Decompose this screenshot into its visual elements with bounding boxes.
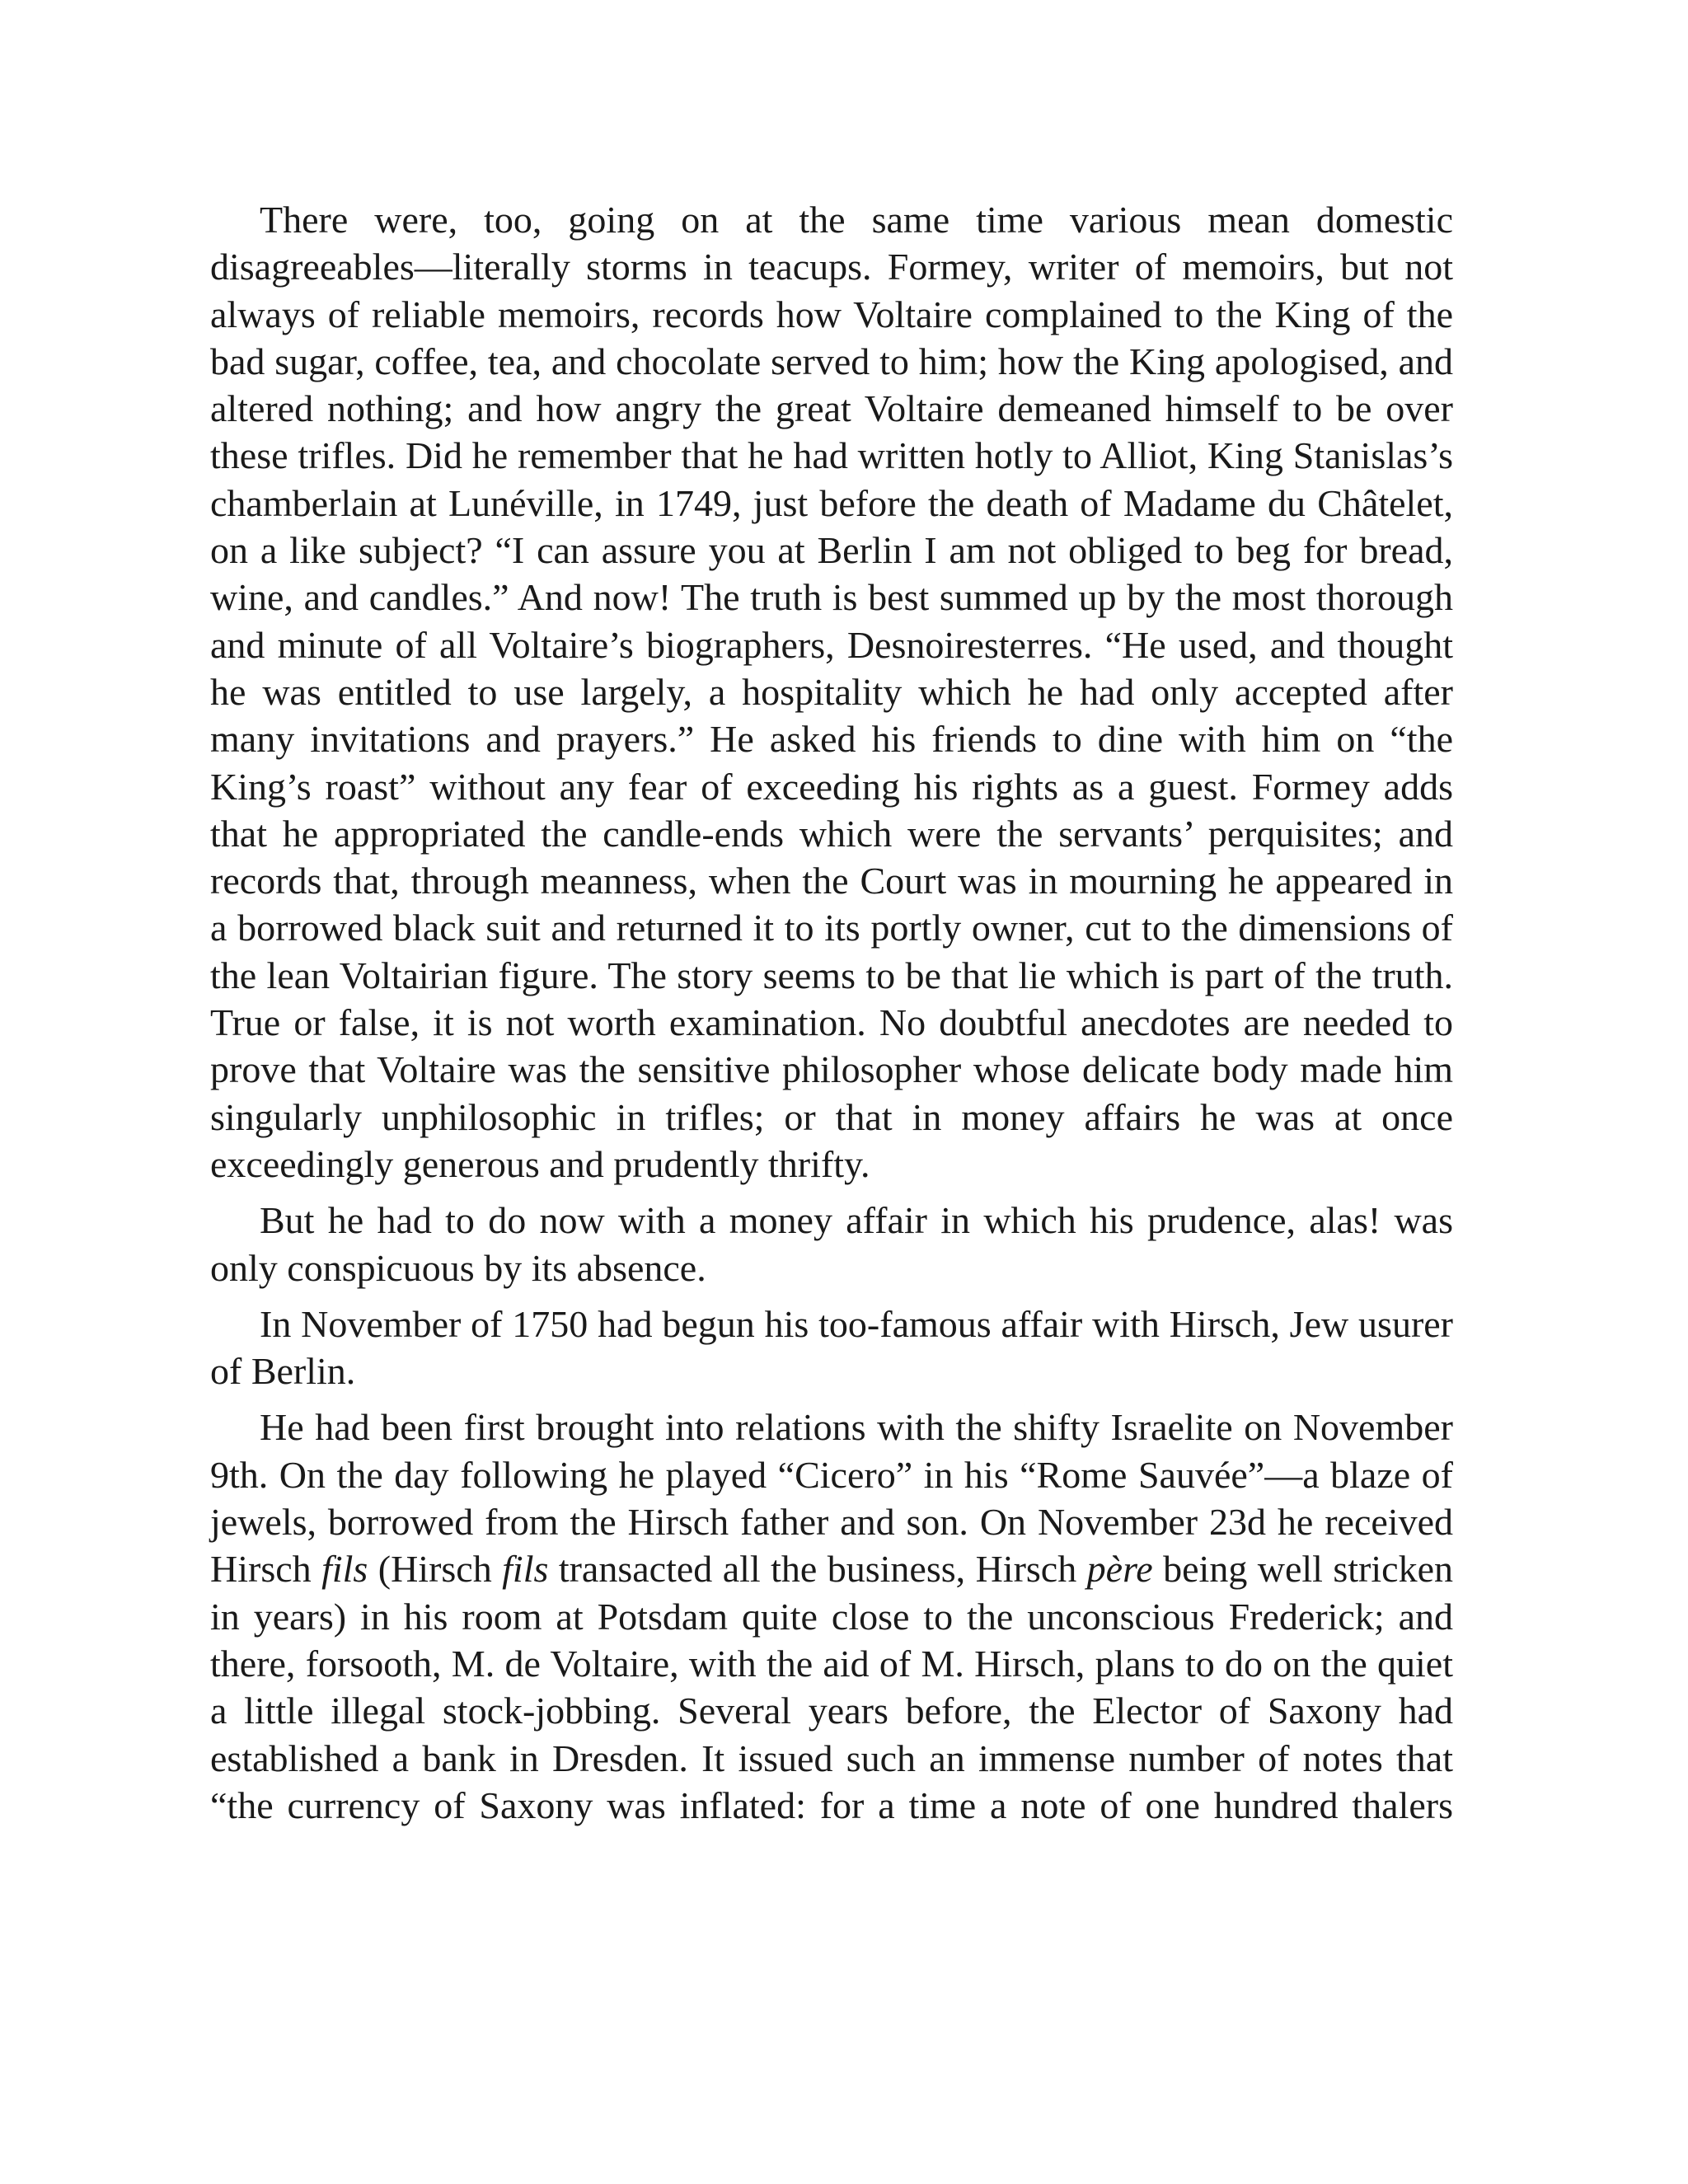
paragraph-hirsch-affair bbox=[210, 1301, 1453, 1395]
italic-term: fils bbox=[321, 1548, 368, 1591]
paragraph-saxony-bank bbox=[210, 1404, 1453, 1829]
paragraph-formey-memoirs bbox=[210, 196, 1453, 1188]
paragraph-text: (Hirsch bbox=[368, 1548, 503, 1591]
italic-term: père bbox=[1086, 1548, 1153, 1591]
paragraph-text: In November of 1750 had begun his too-famous affair with Hirsch, Jew usurer of Berlin. bbox=[210, 1302, 1453, 1393]
paragraph-text: He had been first brought into relations with the shifty Israelite on November 9th. On the day following he played “Cicero” in his “Rome Sauvée”—a blaze of jewels, borrowed from the Hirsch father and son. On November 23d he received Hirsch bbox=[210, 1406, 1453, 1591]
paragraph-text: transacted all the business, Hirsch bbox=[548, 1548, 1087, 1591]
book-page bbox=[210, 196, 1453, 1838]
italic-term: fils bbox=[502, 1548, 549, 1591]
paragraph-text: being well stricken in years) in his room at Potsdam quite close to the unconscious Frederick; and there, forsooth, M. de Voltaire, with the aid of M. Hirsch, plans to do on the quiet a little illegal stock-jobbing. Several years before, the Elector of Saxony had established a bank in Dresden. It issued such an immense number of notes that “the currency of Saxony was inflated: for a time a note of one hundred thalers bbox=[210, 1548, 1453, 1826]
paragraph-text: There were, too, going on at the same time various mean domestic disagreeables—literally storms in teacups. Formey, writer of memoirs, but not always of reliable memoirs, records how Voltaire complained to the King of the bad sugar, coffee, tea, and chocolate served to him; how the King apologised, and altered nothing; and how angry the great Voltaire demeaned himself to be over these trifles. Did he remember that he had written hotly to Alliot, King Stanislas’s chamberlain at Lunéville, in 1749, just before the death of Madame du Châtelet, on a like subject? “I can assure you at Berlin I am not obliged to beg for bread, wine, and candles.” And now! The truth is best summed up by the most thorough and minute of all Voltaire’s biographers, Desnoiresterres. “He used, and thought he was entitled to use largely, a hospitality which he had only accepted after many invitations and prayers.” He asked his friends to dine with him on “the King’s roast” without any fear of exceeding his rights as a guest. Formey adds that he appropriated the candle-ends which were the servants’ perquisites; and records that, through meanness, when the Court was in mourning he appeared in a borrowed black suit and returned it to its portly owner, cut to the dimensions of the lean Voltairian figure. The story seems to be that lie which is part of the truth. True or false, it is not worth examination. No doubtful anecdotes are needed to prove that Voltaire was the sensitive philosopher whose delicate body made him singularly unphilosophic in trifles; or that in money affairs he was at once exceedingly generous and prudently thrifty. bbox=[210, 199, 1453, 1185]
paragraph-text: But he had to do now with a money affair in which his prudence, alas! was only conspicuous by its absence. bbox=[210, 1199, 1453, 1289]
paragraph-money-affair bbox=[210, 1197, 1453, 1291]
